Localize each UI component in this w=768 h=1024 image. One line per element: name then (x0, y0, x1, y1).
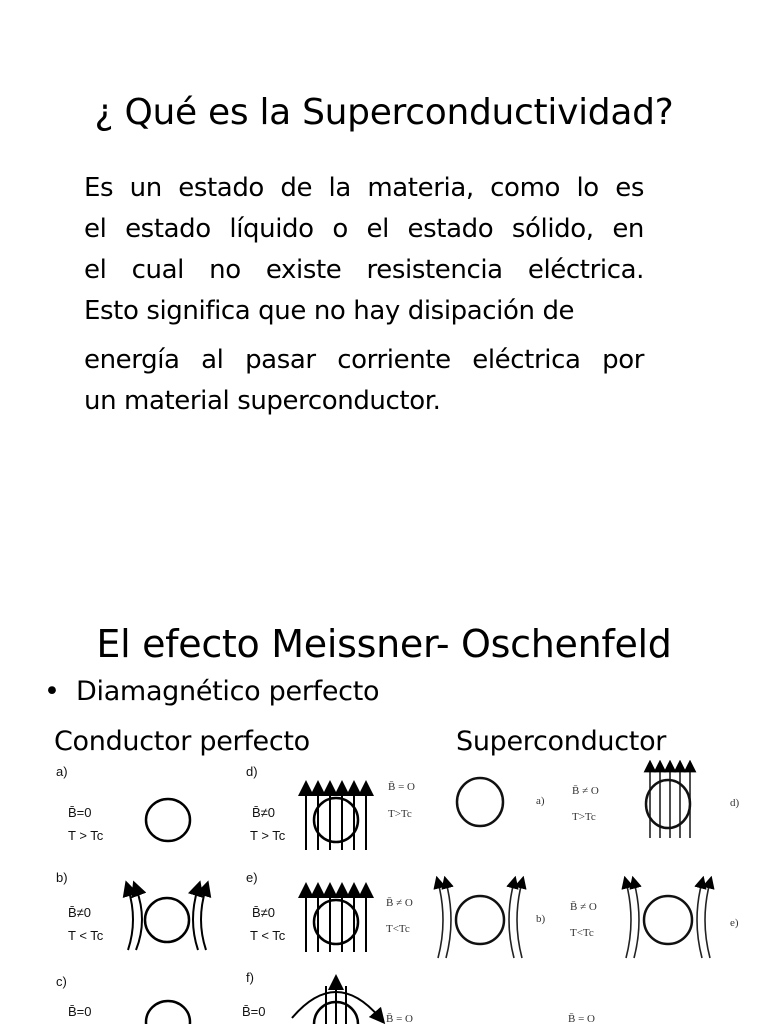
paragraph-1-line: Esto significa que no hay disipación de (84, 296, 575, 326)
paragraph-2 (84, 340, 644, 422)
panel-b-temp: T < Tc (68, 928, 104, 943)
sc-panel-e-temp: T<Tc (570, 927, 594, 939)
paragraph-2-line: energía al pasar corriente eléctrica por (84, 345, 644, 375)
paragraph-1-line: el estado líquido o el estado sólido, en (84, 214, 644, 244)
sc-panel-b-label: b) (536, 913, 546, 925)
panel-a-label: a) (56, 764, 68, 779)
sc-panel-e-label: e) (730, 917, 739, 929)
sc-panel-b-temp: T<Tc (386, 923, 410, 935)
panel-b-label: b) (56, 870, 68, 885)
panel-d-label: d) (246, 764, 258, 779)
panel-f-field: B̄=0 (242, 1004, 266, 1019)
sc-panel-d-label: d) (730, 797, 740, 809)
paragraph-1-line: Es un estado de la materia, como lo es (84, 173, 644, 203)
sample-circle (457, 778, 503, 826)
sc-panel-c-field: B̄ = O (386, 1013, 413, 1024)
slide1-body (84, 168, 644, 422)
bullet-icon: • (44, 676, 60, 707)
panel-f-label: f) (246, 970, 254, 985)
sample-circle (646, 780, 690, 828)
sc-panel-a-field: B̄ = O (388, 781, 415, 793)
conductor-heading: Conductor perfecto (54, 726, 310, 757)
panel-e-temp: T < Tc (250, 928, 286, 943)
sample-circle (456, 896, 504, 944)
sc-panel-d-temp: T>Tc (572, 811, 596, 823)
paragraph-1 (84, 168, 644, 332)
sc-panel-f-field: B̄ = O (568, 1013, 595, 1024)
sc-panel-a-label: a) (536, 795, 545, 807)
paragraph-1-line: el cual no existe resistencia eléctrica. (84, 255, 644, 285)
sample-circle (644, 896, 692, 944)
panel-d-field: B̄≠0 (252, 805, 276, 820)
sample-circle (146, 1001, 190, 1024)
sc-expelled-field-lines (438, 882, 522, 958)
panel-e-label: e) (246, 870, 258, 885)
panel-a-temp: T > Tc (68, 828, 104, 843)
bullet-text: Diamagnético perfecto (76, 676, 380, 707)
sample-circle (146, 799, 190, 841)
panel-e-field: B̄≠0 (252, 905, 276, 920)
panel-c-field: B̄=0 (68, 1004, 92, 1019)
sc-panel-d-field: B̄ ≠ O (572, 785, 599, 797)
slide1-title: ¿ Qué es la Superconductividad? (94, 92, 674, 133)
paragraph-2-line: un material superconductor. (84, 386, 441, 416)
sample-circle (314, 900, 358, 944)
panel-c-label: c) (56, 974, 67, 989)
panel-b-field: B̄≠0 (68, 905, 92, 920)
superconductor-heading: Superconductor (456, 726, 667, 757)
sc-panel-e-field: B̄ ≠ O (570, 901, 597, 913)
sc-expelled-field-lines (626, 882, 710, 958)
panel-d-temp: T > Tc (250, 828, 286, 843)
sample-circle (145, 898, 189, 942)
sc-panel-b-field: B̄ ≠ O (386, 897, 413, 909)
slide2-title: El efecto Meissner- Oschenfeld (96, 622, 672, 666)
meissner-figure (0, 760, 768, 1024)
panel-a-field: B̄=0 (68, 805, 92, 820)
sc-panel-a-temp: T>Tc (388, 808, 412, 820)
sample-circle (314, 798, 358, 842)
bullet-item (44, 676, 379, 707)
